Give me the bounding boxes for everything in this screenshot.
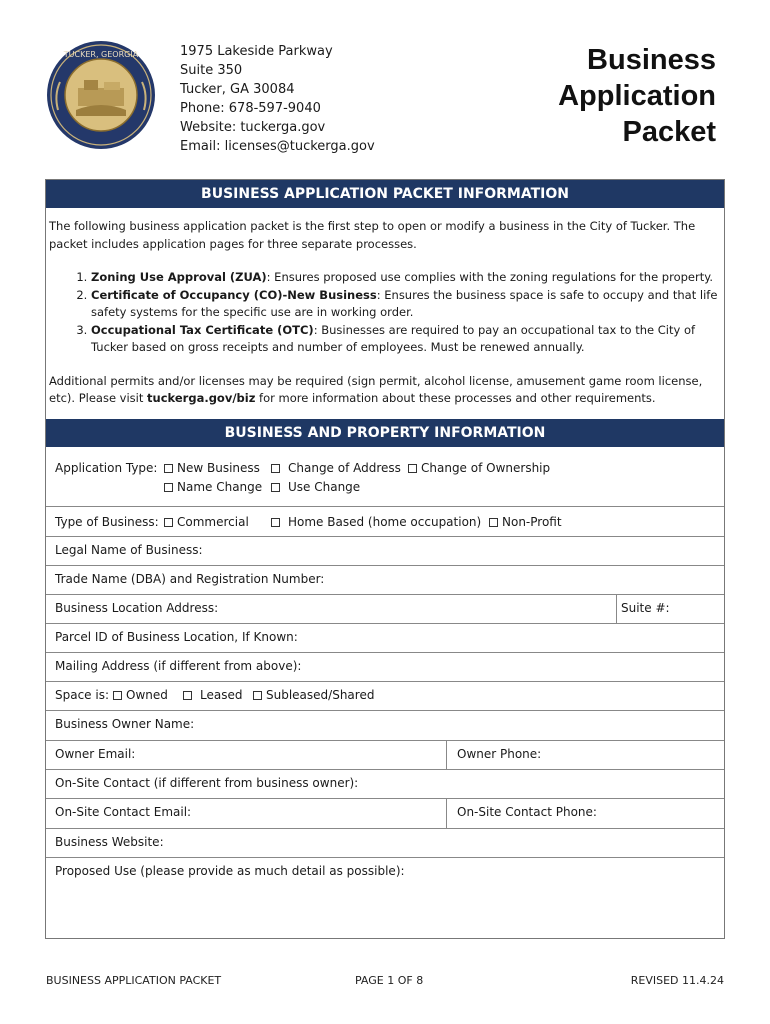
intro-paragraph: The following business application packet is the first step to open or modify a business in the City of Tucker. The packet includes application pages for three separate processes. xyxy=(49,219,696,251)
checkbox[interactable] xyxy=(164,483,173,492)
application-type-row xyxy=(46,447,724,506)
field-divider xyxy=(446,741,447,769)
option-change-of-address[interactable] xyxy=(271,461,401,475)
field-divider xyxy=(446,799,447,828)
option-label: Subleased/Shared xyxy=(266,688,375,702)
process-desc: : Ensures proposed use complies with the zoning regulations for the property. xyxy=(266,270,714,284)
option-label: Commercial xyxy=(177,515,249,529)
option-label: Non-Profit xyxy=(502,515,562,529)
option-home-based[interactable] xyxy=(271,515,481,529)
option-owned[interactable] xyxy=(113,688,168,702)
option-label: Name Change xyxy=(177,480,263,494)
legal-name-label: Legal Name of Business: xyxy=(55,543,203,557)
process-list xyxy=(49,269,721,357)
suite-label[interactable]: Suite #: xyxy=(621,601,670,615)
title-line: Business xyxy=(587,44,716,76)
option-subleased[interactable] xyxy=(253,688,374,702)
footer-doc-name: BUSINESS APPLICATION PACKET xyxy=(46,974,222,987)
additional-text: Additional permits and/or licenses may be required (sign permit, alcohol license, amusement game room license, etc). Please visit xyxy=(49,373,703,405)
section-heading-business-property: BUSINESS AND PROPERTY INFORMATION xyxy=(46,419,724,447)
footer-revision: REVISED 11.4.24 xyxy=(630,974,724,987)
checkbox[interactable] xyxy=(113,691,122,700)
application-type-label: Application Type: xyxy=(55,461,158,475)
location-address-label[interactable]: Business Location Address: xyxy=(55,601,219,615)
owner-phone-label[interactable]: Owner Phone: xyxy=(457,747,542,761)
parcel-id-field[interactable] xyxy=(46,623,724,652)
checkbox[interactable] xyxy=(271,483,280,492)
option-commercial[interactable] xyxy=(164,515,249,529)
onsite-phone-label[interactable]: On-Site Contact Phone: xyxy=(457,805,597,819)
option-label: Change of Ownership xyxy=(421,461,551,475)
process-term: Zoning Use Approval (ZUA) xyxy=(91,270,267,284)
seal-text: TUCKER, GEORGIA xyxy=(63,50,139,59)
address-line: Suite 350 xyxy=(180,63,243,78)
proposed-use-label: Proposed Use (please provide as much detail as possible): xyxy=(55,864,405,878)
mailing-address-label: Mailing Address (if different from above): xyxy=(55,659,302,673)
location-address-row xyxy=(46,594,724,623)
process-desc: : Businesses are required to pay an occupational tax to the City of Tucker based on gross receipts and number of employees. Must be renewed annually. xyxy=(91,322,696,354)
title-line: Application xyxy=(558,80,716,112)
email-line: Email: licenses@tuckerga.gov xyxy=(180,139,375,154)
field-divider xyxy=(616,595,617,623)
section-heading-info: BUSINESS APPLICATION PACKET INFORMATION xyxy=(46,180,724,208)
contact-address-block xyxy=(180,42,375,156)
proposed-use-field[interactable] xyxy=(46,857,724,938)
option-label: Use Change xyxy=(288,480,361,494)
process-desc: : Ensures the business space is safe to occupy and that life safety systems for the specific use are in working order. xyxy=(91,287,718,319)
address-line: Tucker, GA 30084 xyxy=(180,82,295,97)
website-field[interactable] xyxy=(46,828,724,857)
checkbox[interactable] xyxy=(489,518,498,527)
onsite-contact-field[interactable] xyxy=(46,769,724,798)
owner-email-label[interactable]: Owner Email: xyxy=(55,747,136,761)
additional-text-end: for more information about these processes and other requirements. xyxy=(255,391,656,405)
option-label: Change of Address xyxy=(288,461,401,475)
option-leased[interactable] xyxy=(183,688,242,702)
owner-name-label: Business Owner Name: xyxy=(55,717,195,731)
onsite-contact-label: On-Site Contact (if different from business owner): xyxy=(55,776,359,790)
process-term: Occupational Tax Certificate (OTC) xyxy=(91,322,314,337)
owner-contact-row xyxy=(46,740,724,769)
option-label: Leased xyxy=(200,688,243,702)
option-name-change[interactable] xyxy=(164,480,262,494)
additional-permits-paragraph xyxy=(49,373,721,408)
type-of-business-label: Type of Business: xyxy=(55,515,159,529)
option-non-profit[interactable] xyxy=(489,515,562,529)
city-seal-logo xyxy=(46,40,156,150)
checkbox[interactable] xyxy=(271,518,280,527)
info-section-body xyxy=(49,218,721,408)
legal-name-field[interactable] xyxy=(46,536,724,565)
process-item xyxy=(91,269,721,287)
parcel-id-label: Parcel ID of Business Location, If Known: xyxy=(55,630,298,644)
option-label: Home Based (home occupation) xyxy=(288,515,482,529)
onsite-email-label[interactable]: On-Site Contact Email: xyxy=(55,805,192,819)
checkbox[interactable] xyxy=(183,691,192,700)
checkbox[interactable] xyxy=(253,691,262,700)
trade-name-field[interactable] xyxy=(46,565,724,594)
checkbox[interactable] xyxy=(271,464,280,473)
option-use-change[interactable] xyxy=(271,480,360,494)
option-label: New Business xyxy=(177,461,260,475)
website-line: Website: tuckerga.gov xyxy=(180,120,326,135)
owner-name-field[interactable] xyxy=(46,710,724,740)
process-item xyxy=(91,287,721,322)
phone-line: Phone: 678-597-9040 xyxy=(180,101,321,116)
process-term: Certificate of Occupancy (CO)-New Business xyxy=(91,287,377,302)
document-title xyxy=(558,42,716,150)
trade-name-label: Trade Name (DBA) and Registration Number: xyxy=(55,572,325,586)
form-frame xyxy=(45,179,725,939)
mailing-address-field[interactable] xyxy=(46,652,724,681)
checkbox[interactable] xyxy=(408,464,417,473)
address-line: 1975 Lakeside Parkway xyxy=(180,44,333,59)
website-label: Business Website: xyxy=(55,835,164,849)
footer-page-number: PAGE 1 OF 8 xyxy=(355,974,424,987)
checkbox[interactable] xyxy=(164,518,173,527)
process-item xyxy=(91,322,721,357)
checkbox[interactable] xyxy=(164,464,173,473)
option-new-business[interactable] xyxy=(164,461,260,475)
space-row xyxy=(46,681,724,710)
title-line: Packet xyxy=(622,116,716,148)
space-label: Space is: xyxy=(55,688,110,702)
type-of-business-row xyxy=(46,506,724,536)
biz-link[interactable]: tuckerga.gov/biz xyxy=(147,391,256,405)
option-label: Owned xyxy=(126,688,168,702)
onsite-contact-row xyxy=(46,798,724,828)
option-change-of-ownership[interactable] xyxy=(408,461,550,475)
